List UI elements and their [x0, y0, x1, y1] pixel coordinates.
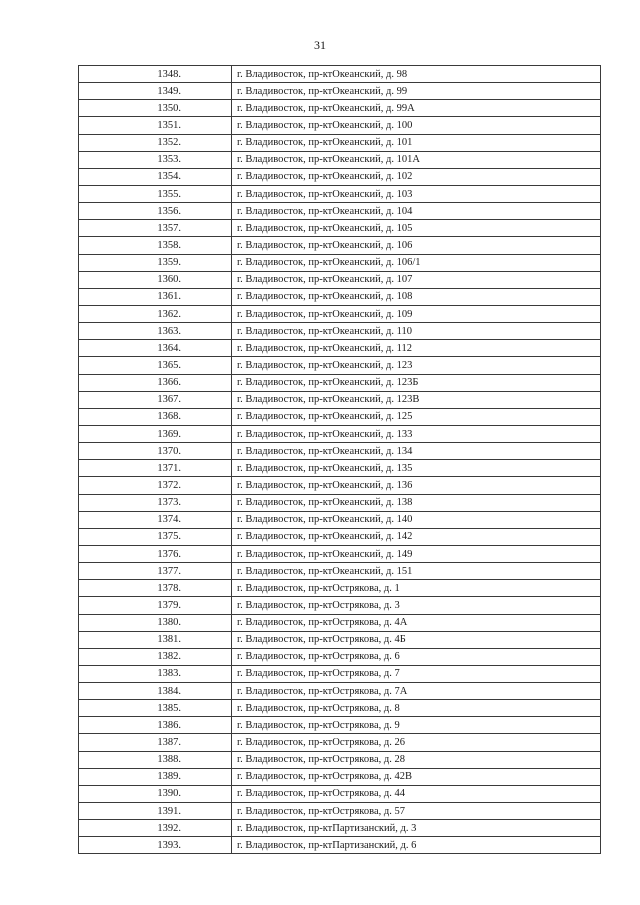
table-row: [79, 837, 601, 854]
row-number: 1366.: [79, 374, 232, 391]
row-address: г. Владивосток, пр-ктОкеанский, д. 123В: [232, 391, 601, 408]
page-number: 31: [314, 38, 326, 52]
row-address: г. Владивосток, пр-ктОкеанский, д. 103: [232, 185, 601, 202]
row-number: 1360.: [79, 271, 232, 288]
table-row: [79, 134, 601, 151]
row-number: 1393.: [79, 837, 232, 854]
table-row: [79, 597, 601, 614]
row-number: 1385.: [79, 700, 232, 717]
row-address: г. Владивосток, пр-ктОстрякова, д. 3: [232, 597, 601, 614]
row-address: г. Владивосток, пр-ктОкеанский, д. 107: [232, 271, 601, 288]
row-address: г. Владивосток, пр-ктОстрякова, д. 7А: [232, 683, 601, 700]
table-row: [79, 494, 601, 511]
table-row: [79, 237, 601, 254]
row-number: 1351.: [79, 117, 232, 134]
row-number: 1392.: [79, 820, 232, 837]
table-row: [79, 443, 601, 460]
table-row: [79, 203, 601, 220]
row-address: г. Владивосток, пр-ктОкеанский, д. 112: [232, 340, 601, 357]
row-number: 1388.: [79, 751, 232, 768]
row-number: 1379.: [79, 597, 232, 614]
row-address: г. Владивосток, пр-ктОкеанский, д. 140: [232, 511, 601, 528]
row-address: г. Владивосток, пр-ктОстрякова, д. 28: [232, 751, 601, 768]
table-row: [79, 460, 601, 477]
table-row: [79, 631, 601, 648]
row-address: г. Владивосток, пр-ктОкеанский, д. 110: [232, 323, 601, 340]
row-address: г. Владивосток, пр-ктОкеанский, д. 106/1: [232, 254, 601, 271]
row-number: 1354.: [79, 168, 232, 185]
row-number: 1357.: [79, 220, 232, 237]
table-row: [79, 323, 601, 340]
row-number: 1391.: [79, 803, 232, 820]
row-address: г. Владивосток, пр-ктОкеанский, д. 142: [232, 528, 601, 545]
row-address: г. Владивосток, пр-ктОкеанский, д. 99: [232, 83, 601, 100]
row-number: 1376.: [79, 545, 232, 562]
row-address: г. Владивосток, пр-ктОстрякова, д. 42В: [232, 768, 601, 785]
row-address: г. Владивосток, пр-ктОстрякова, д. 1: [232, 580, 601, 597]
row-number: 1364.: [79, 340, 232, 357]
row-address: г. Владивосток, пр-ктОкеанский, д. 100: [232, 117, 601, 134]
row-number: 1365.: [79, 357, 232, 374]
row-address: г. Владивосток, пр-ктОкеанский, д. 138: [232, 494, 601, 511]
row-address: г. Владивосток, пр-ктОкеанский, д. 99А: [232, 100, 601, 117]
row-address: г. Владивосток, пр-ктОкеанский, д. 123: [232, 357, 601, 374]
table-row: [79, 768, 601, 785]
row-address: г. Владивосток, пр-ктОстрякова, д. 26: [232, 734, 601, 751]
row-number: 1368.: [79, 408, 232, 425]
row-number: 1369.: [79, 425, 232, 442]
row-address: г. Владивосток, пр-ктОстрякова, д. 4Б: [232, 631, 601, 648]
table-row: [79, 151, 601, 168]
table-row: [79, 391, 601, 408]
row-number: 1383.: [79, 665, 232, 682]
table-row: [79, 408, 601, 425]
table-row: [79, 185, 601, 202]
table-row: [79, 683, 601, 700]
table-row: [79, 580, 601, 597]
table-row: [79, 717, 601, 734]
table-row: [79, 785, 601, 802]
address-table-body: [79, 66, 601, 854]
table-row: [79, 700, 601, 717]
row-number: 1355.: [79, 185, 232, 202]
table-row: [79, 545, 601, 562]
row-number: 1350.: [79, 100, 232, 117]
row-address: г. Владивосток, пр-ктОстрякова, д. 44: [232, 785, 601, 802]
table-row: [79, 374, 601, 391]
row-address: г. Владивосток, пр-ктОкеанский, д. 108: [232, 288, 601, 305]
table-row: [79, 117, 601, 134]
row-address: г. Владивосток, пр-ктОстрякова, д. 4А: [232, 614, 601, 631]
row-number: 1382.: [79, 648, 232, 665]
row-address: г. Владивосток, пр-ктОстрякова, д. 57: [232, 803, 601, 820]
row-number: 1367.: [79, 391, 232, 408]
row-number: 1389.: [79, 768, 232, 785]
table-row: [79, 803, 601, 820]
row-number: 1371.: [79, 460, 232, 477]
row-number: 1390.: [79, 785, 232, 802]
table-row: [79, 477, 601, 494]
row-number: 1386.: [79, 717, 232, 734]
table-row: [79, 305, 601, 322]
row-number: 1352.: [79, 134, 232, 151]
row-address: г. Владивосток, пр-ктОкеанский, д. 134: [232, 443, 601, 460]
table-row: [79, 168, 601, 185]
table-row: [79, 271, 601, 288]
table-row: [79, 66, 601, 83]
row-number: 1377.: [79, 563, 232, 580]
row-address: г. Владивосток, пр-ктОкеанский, д. 133: [232, 425, 601, 442]
row-address: г. Владивосток, пр-ктОкеанский, д. 106: [232, 237, 601, 254]
row-address: г. Владивосток, пр-ктОстрякова, д. 7: [232, 665, 601, 682]
row-number: 1374.: [79, 511, 232, 528]
table-row: [79, 751, 601, 768]
table-row: [79, 648, 601, 665]
row-number: 1373.: [79, 494, 232, 511]
row-address: г. Владивосток, пр-ктОкеанский, д. 101А: [232, 151, 601, 168]
table-row: [79, 563, 601, 580]
row-number: 1380.: [79, 614, 232, 631]
row-number: 1349.: [79, 83, 232, 100]
row-address: г. Владивосток, пр-ктОкеанский, д. 136: [232, 477, 601, 494]
table-row: [79, 528, 601, 545]
row-number: 1387.: [79, 734, 232, 751]
row-address: г. Владивосток, пр-ктОкеанский, д. 101: [232, 134, 601, 151]
table-row: [79, 288, 601, 305]
row-number: 1372.: [79, 477, 232, 494]
row-address: г. Владивосток, пр-ктОстрякова, д. 8: [232, 700, 601, 717]
row-address: г. Владивосток, пр-ктОстрякова, д. 9: [232, 717, 601, 734]
row-address: г. Владивосток, пр-ктОкеанский, д. 102: [232, 168, 601, 185]
row-number: 1348.: [79, 66, 232, 83]
table-row: [79, 734, 601, 751]
table-row: [79, 254, 601, 271]
table-row: [79, 340, 601, 357]
row-number: 1362.: [79, 305, 232, 322]
row-address: г. Владивосток, пр-ктОстрякова, д. 6: [232, 648, 601, 665]
table-row: [79, 220, 601, 237]
row-address: г. Владивосток, пр-ктОкеанский, д. 109: [232, 305, 601, 322]
table-row: [79, 100, 601, 117]
row-number: 1361.: [79, 288, 232, 305]
table-row: [79, 425, 601, 442]
row-address: г. Владивосток, пр-ктОкеанский, д. 123Б: [232, 374, 601, 391]
row-address: г. Владивосток, пр-ктОкеанский, д. 149: [232, 545, 601, 562]
row-number: 1370.: [79, 443, 232, 460]
row-number: 1363.: [79, 323, 232, 340]
row-number: 1358.: [79, 237, 232, 254]
table-row: [79, 357, 601, 374]
row-number: 1359.: [79, 254, 232, 271]
row-address: г. Владивосток, пр-ктОкеанский, д. 98: [232, 66, 601, 83]
row-number: 1375.: [79, 528, 232, 545]
row-number: 1356.: [79, 203, 232, 220]
row-address: г. Владивосток, пр-ктОкеанский, д. 135: [232, 460, 601, 477]
address-table: [78, 65, 601, 854]
row-address: г. Владивосток, пр-ктОкеанский, д. 125: [232, 408, 601, 425]
row-address: г. Владивосток, пр-ктОкеанский, д. 104: [232, 203, 601, 220]
row-number: 1381.: [79, 631, 232, 648]
table-row: [79, 511, 601, 528]
row-address: г. Владивосток, пр-ктОкеанский, д. 105: [232, 220, 601, 237]
table-row: [79, 820, 601, 837]
table-row: [79, 83, 601, 100]
row-address: г. Владивосток, пр-ктОкеанский, д. 151: [232, 563, 601, 580]
table-row: [79, 665, 601, 682]
row-number: 1378.: [79, 580, 232, 597]
table-row: [79, 614, 601, 631]
row-address: г. Владивосток, пр-ктПартизанский, д. 3: [232, 820, 601, 837]
row-address: г. Владивосток, пр-ктПартизанский, д. 6: [232, 837, 601, 854]
row-number: 1384.: [79, 683, 232, 700]
row-number: 1353.: [79, 151, 232, 168]
